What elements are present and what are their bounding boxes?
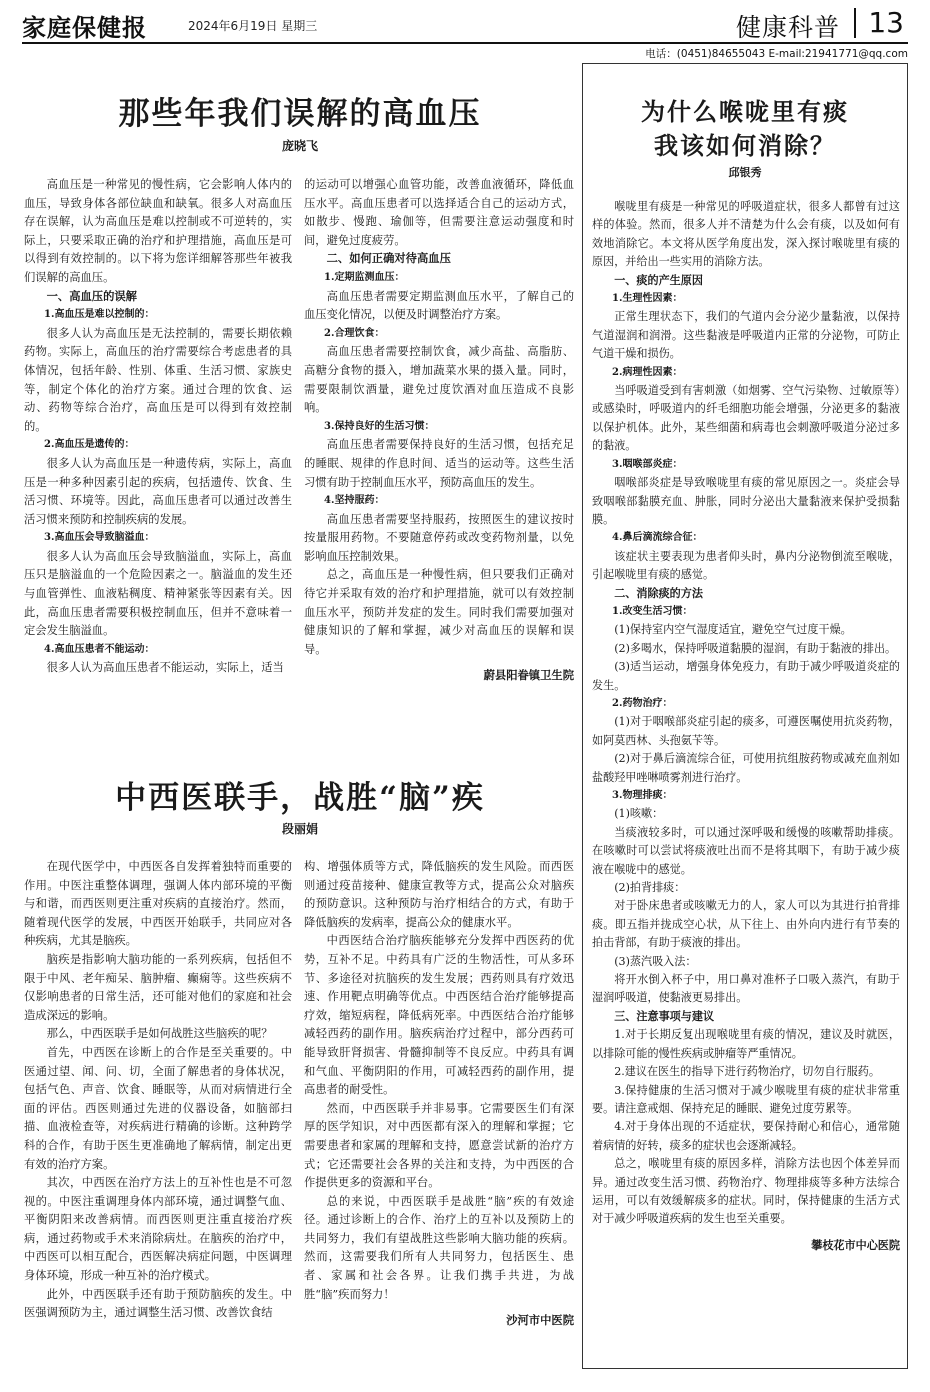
paragraph: 2.建议在医生的指导下进行药物治疗，切勿自行服药。 (614, 1065, 880, 1079)
subheading: 2.合理饮食： (324, 327, 385, 339)
subheading: 4.鼻后滴流综合征： (612, 532, 703, 544)
subheading: 2.病理性因素： (612, 366, 683, 378)
paragraph: 中西医结合治疗脑疾能够充分发挥中西医药的优势，互补不足。中药具有广泛的生物活性，可从多环节、多途径对抗脑疾的发生发展；西药则具有疗效迅速、作用靶点明确等优点。中西医结合治疗能够提高疗效，缩短病程，降低病死率。中西医结合治疗能够减轻西药的副作用。脑疾病治疗过程中，部分西药可能导致肝肾损害、骨髓抑制等不良反应。中药具有调和气血、平衡阴阳的作用，可减轻西药的副作用，提高患者的耐受性。 (304, 934, 574, 1097)
article3-title-line2: 我该如何消除？ (654, 131, 836, 160)
paragraph: 当呼吸道受到有害刺激（如烟雾、空气污染物、过敏原等）或感染时，呼吸道内的纤毛细胞功能会增强，分泌更多的黏液以保护机体。此外，某些细菌和病毒也会刺激呼吸道分泌过多的黏液。 (592, 384, 900, 453)
paragraph: 总之，高血压是一种慢性病，但只要我们正确对待它并采取有效的治疗和护理措施，就可以有效控制血压水平，预防并发症的发生。同时我们需要加强对健康知识的了解和掌握，减少对高血压的误解和误导。 (304, 568, 574, 656)
paragraph: 高血压患者需要坚持服药，按照医生的建议按时按量服用药物。不要随意停药或改变药物剂量，以免影响血压控制效果。 (304, 512, 574, 563)
paragraph: 当痰液较多时，可以通过深呼吸和缓慢的咳嗽帮助排痰。在咳嗽时可以尝试将痰液吐出而不是将其咽下，有助于减少痰液在喉咙中的感觉。 (592, 825, 900, 876)
page-number: 13 (868, 6, 904, 39)
paragraph: 那么，中西医联手是如何战胜这些脑疾的呢？ (46, 1027, 273, 1041)
paragraph: 高血压患者需要定期监测血压水平，了解自己的血压变化情况，以便及时调整治疗方案。 (304, 289, 574, 322)
article1-column2 (304, 176, 574, 696)
subheading: 1.定期监测血压： (324, 271, 405, 283)
article3-title (582, 95, 908, 163)
subheading: 1.生理性因素： (612, 293, 683, 305)
issue-date: 2024年6月19日 星期三 (188, 19, 318, 33)
subheading: 2.高血压是遗传的： (44, 439, 135, 451)
paragraph: 咽喉部炎症是导致喉咙里有痰的常见原因之一。炎症会导致咽喉部黏膜充血、肿胀，同时分泌出大量黏液来保护受损黏膜。 (592, 476, 900, 526)
paragraph: 然而，中西医联手并非易事。它需要医生们有深厚的医学知识，对中西医都有深入的理解和掌握；它需要患者和家属的理解和支持，愿意尝试新的治疗方式；它还需要社会各界的关注和支持，为中西医的合作提供更多的资源和平台。 (304, 1101, 574, 1190)
article2-column1 (24, 858, 292, 1378)
section-heading: 一、痰的产生原因 (614, 273, 703, 287)
subheading: 4.坚持服药： (324, 495, 385, 507)
paragraph: 将开水倒入杯子中，用口鼻对准杯子口吸入蒸汽，有助于湿润呼吸道，使黏液更易排出。 (592, 973, 900, 1005)
paragraph: 对于卧床患者或咳嗽无力的人，家人可以为其进行拍背排痰。即五指并拢成空心状，从下往上、由外向内进行有节奏的拍击背部，有助于痰液的排出。 (592, 899, 900, 950)
paragraph: 1.对于长期反复出现喉咙里有痰的情况，建议及时就医，以排除可能的慢性疾病或肿瘤等严重情况。 (592, 1028, 900, 1060)
paragraph: 总的来说，中西医联手是战胜“脑”疾的有效途径。通过诊断上的合作、治疗上的互补以及预防上的共同努力，我们有望战胜这些影响大脑功能的疾病。然而，这需要我们所有人共同努力，包括医生、患者、家属和社会各界。让我们携手共进，为战胜“脑”疾而努力！ (304, 1194, 574, 1301)
section-title: 健康科普 (735, 13, 840, 42)
paragraph: 很多人认为高血压会导致脑溢血，实际上，高血压只是脑溢血的一个危险因素之一。脑溢血的发生还与血管弹性、血液粘稠度、精神紧张等因素有关。因此，高血压患者需要积极控制血压，但并不意味着一定会发生脑溢血。 (24, 549, 292, 638)
subheading: 4.高血压患者不能运动： (44, 643, 155, 655)
paragraph: (2)拍背排痰： (614, 881, 686, 895)
paragraph: 很多人认为高血压是无法控制的，需要长期依赖药物。实际上，高血压的治疗需要综合考虑患者的具体情况，包括年龄、性别、体重、生活习惯、家族史等，制定个体化的治疗方案。通过合理的饮食、运动、药物等综合治疗，高血压是可以得到有效控制的。 (24, 326, 292, 433)
subheading: 1.改变生活习惯： (612, 605, 693, 617)
paragraph: 高血压是一种常见的慢性病，它会影响人体内的血压，导致身体各部位缺血和缺氧。很多人对高血压存在误解，认为高血压是难以控制或不可逆转的，实际上，只要采取正确的治疗和护理措施，高血压是可以得到有效控制的。以下将为您详细解答那些年被我们误解的高血压。 (24, 178, 292, 284)
paragraph: 正常生理状态下，我们的气道内会分泌少量黏液，以保持气道湿润和润滑。这些黏液是呼吸道内正常的分泌物，可防止气道干燥和损伤。 (592, 310, 900, 361)
paragraph: (2)多喝水，保持呼吸道黏膜的湿润，有助于黏液的排出。 (614, 641, 897, 655)
article1-column1 (24, 176, 292, 694)
article3-title-line1: 为什么喉咙里有痰 (641, 97, 849, 126)
article2-title: 中西医联手，战胜“脑”疾 (115, 780, 485, 816)
paragraph: 此外，中西医联手还有助于预防脑疾的发生。中医强调预防为主，通过调整生活习惯、改善饮食结 (24, 1287, 292, 1320)
paragraph: (3)蒸汽吸入法： (614, 954, 697, 968)
article3-author: 邱银秀 (728, 166, 762, 179)
paragraph: 其次，中西医在治疗方法上的互补性也是不可忽视的。中医注重调理身体内部环境，通过调整气血、平衡阴阳来改善病情。而西医则更注重直接治疗疾病，通过药物或手术来消除病灶。在脑疾的治疗中，中西医可以相互配合，西医解决病症问题，中医调理身体环境，形成一种互补的治疗模式。 (24, 1176, 292, 1283)
paragraph-continued: 构、增强体质等方式，降低脑疾的发生风险。而西医则通过疫苗接种、健康宣教等方式，提高公众对脑疾的预防意识。这种预防与治疗相结合的方式，有助于降低脑疾的发病率，提高公众的健康水平。 (304, 860, 574, 929)
article2-author: 段丽娟 (281, 822, 318, 836)
byline-institution: 沙河市中医院 (506, 1314, 574, 1328)
paragraph: 总之，喉咙里有痰的原因多样，消除方法也因个体差异而异。通过改变生活习惯、药物治疗、物理排痰等多种方法综合运用，可以有效缓解痰多的症状。同时，保持健康的生活方式对于减少呼吸道疾病的发生也至关重要。 (592, 1157, 900, 1226)
paragraph: (2)对于鼻后滴流综合征，可使用抗组胺药物或减充血剂如盐酸羟甲唑啉喷雾剂进行治疗。 (592, 752, 900, 784)
paragraph-continued: 的运动可以增强心血管功能，改善血液循环，降低血压水平。高血压患者可以选择适合自己的运动方式，如散步、慢跑、瑜伽等，但需要注意运动强度和时间，避免过度疲劳。 (304, 178, 574, 247)
section-heading: 二、如何正确对待高血压 (326, 252, 451, 266)
paragraph: 首先，中西医在诊断上的合作是至关重要的。中医通过望、闻、问、切，全面了解患者的身体状况，包括气色、声音、饮食、睡眠等，从而对病情进行全面的评估。西医则通过先进的仪器设备，如脑部扫描、血液检查等，对疾病进行精确的诊断。这种跨学科的合作，有助于医生更准确地了解病情，制定出更有效的治疗方案。 (24, 1045, 292, 1171)
paragraph: (3)适当运动，增强身体免疫力，有助于减少呼吸道炎症的发生。 (592, 660, 900, 692)
subheading: 3.物理排痰： (612, 790, 673, 801)
paragraph: 喉咙里有痰是一种常见的呼吸道症状，很多人都曾有过这样的体验。然而，很多人并不清楚为什么会有痰，以及如何有效地消除它。本文将从医学角度出发，深入探讨喉咙里有痰的原因，并给出一些实用的消除方法。 (592, 200, 900, 269)
paragraph: 很多人认为高血压患者不能运动，实际上，适当 (46, 661, 284, 675)
paragraph: 该症状主要表现为患者仰头时，鼻内分泌物倒流至喉咙，引起喉咙里有痰的感觉。 (592, 549, 900, 582)
paragraph: (1)咳嗽： (614, 807, 664, 821)
byline-institution: 蔚县阳眷镇卫生院 (483, 669, 574, 683)
paragraph: 在现代医学中，中西医各自发挥着独特而重要的作用。中医注重整体调理，强调人体内部环境的平衡与和谐，而西医则更注重对疾病的直接治疗。然而，随着现代医学的发展，中西医开始联手，共同应对各种疾病，尤其是脑疾。 (24, 860, 292, 948)
paragraph: 3.保持健康的生活习惯对于减少喉咙里有痰的症状非常重要。请注意戒烟、保持充足的睡眠、避免过度劳累等。 (592, 1083, 900, 1115)
article3-body (592, 198, 900, 1363)
section-heading: 一、高血压的误解 (46, 289, 137, 303)
subheading: 3.咽喉部炎症： (612, 458, 683, 470)
paragraph: 高血压患者需要控制饮食，减少高盐、高脂肪、高糖分食物的摄入，增加蔬菜水果的摄入量。同时，需要限制饮酒量，避免过度饮酒对血压造成不良影响。 (304, 345, 574, 415)
article1-title: 那些年我们误解的高血压 (118, 96, 482, 132)
subheading: 1.高血压是难以控制的： (44, 309, 155, 321)
article1-author: 庞晓飞 (281, 139, 318, 153)
subheading: 3.高血压会导致脑溢血： (44, 532, 155, 544)
byline-institution: 攀枝花市中心医院 (811, 1238, 900, 1252)
section-heading: 二、消除痰的方法 (614, 586, 703, 600)
newspaper-name: 家庭保健报 (22, 13, 147, 42)
masthead (22, 6, 908, 42)
masthead-rule (22, 42, 908, 44)
article2-column2 (304, 858, 574, 1378)
masthead-divider (854, 8, 856, 38)
subheading: 3.保持良好的生活习惯： (324, 420, 435, 432)
paragraph: 很多人认为高血压是一种遗传病，实际上，高血压是一种多种因素引起的疾病，包括遗传、饮食、生活习惯、环境等。因此，高血压患者可以通过改善生活习惯来预防和控制疾病的发展。 (24, 456, 292, 526)
subheading: 2.药物治疗： (612, 697, 673, 709)
paragraph: (1)保持室内空气湿度适宜，避免空气过度干燥。 (614, 623, 852, 637)
contact-info: 电话：(0451)84655043 E-mail:21941771@qq.com (645, 48, 908, 60)
paragraph: (1)对于咽喉部炎症引起的痰多，可遵医嘱使用抗炎药物，如阿莫西林、头孢氨苄等。 (592, 715, 900, 747)
paragraph: 脑疾是指影响大脑功能的一系列疾病，包括但不限于中风、老年痴呆、脑肿瘤、癫痫等。这些疾病不仅影响患者的日常生活，还可能对他们的家庭和社会造成深远的影响。 (24, 952, 292, 1022)
section-heading: 三、注意事项与建议 (614, 1009, 715, 1023)
paragraph: 4.对于身体出现的不适症状，要保持耐心和信心，通常随着病情的好转，痰多的症状也会逐渐减轻。 (592, 1120, 900, 1152)
paragraph: 高血压患者需要保持良好的生活习惯，包括充足的睡眠、规律的作息时间、适当的运动等。这些生活习惯有助于控制血压水平，预防高血压的发生。 (304, 438, 574, 489)
